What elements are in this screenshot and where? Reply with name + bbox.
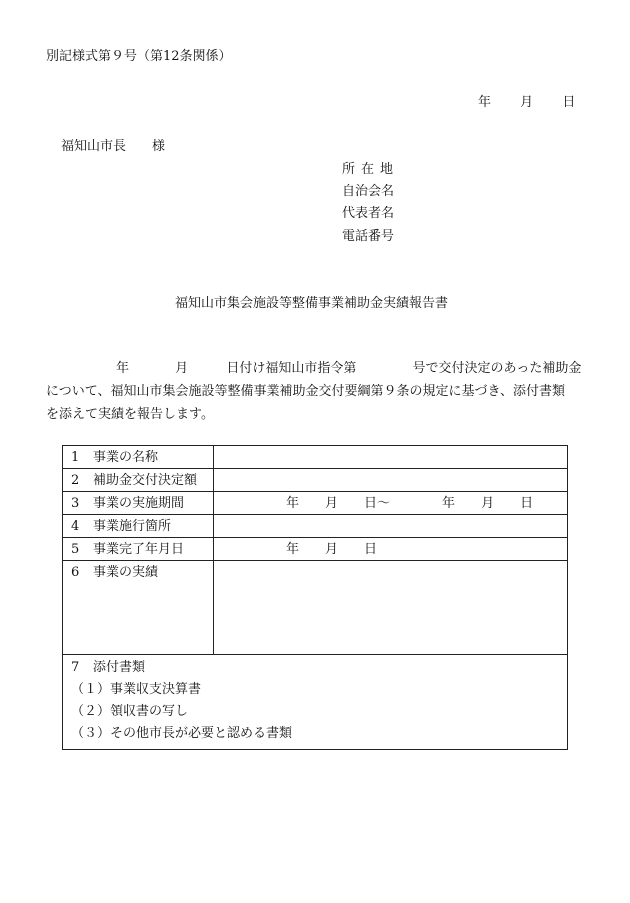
- period-end-month: 月: [481, 495, 495, 511]
- phone-label: 電話番号: [342, 229, 395, 244]
- row-number: 1: [71, 449, 80, 465]
- row-number: 7: [71, 660, 80, 675]
- row-label: [63, 515, 214, 538]
- recipient-honorific: 様: [152, 139, 166, 154]
- row-label-text: 事業の実績: [93, 565, 159, 580]
- table-row: [63, 561, 568, 655]
- completion-year: 年: [286, 541, 300, 557]
- table-row: [63, 655, 568, 750]
- period-start-year: 年: [286, 495, 300, 511]
- table-row: [63, 469, 568, 492]
- row-number: 6: [71, 565, 80, 580]
- form-number: 別記様式第９号（第12条関係）: [46, 49, 232, 64]
- results-field[interactable]: [214, 561, 568, 655]
- table-row: [63, 538, 568, 561]
- body-line-2: について、福知山市集会施設等整備事業補助金交付要綱第９条の規定に基づき、添付書類: [46, 384, 565, 399]
- date-line: [478, 96, 575, 109]
- table-row: [63, 446, 568, 469]
- period-field[interactable]: [214, 492, 568, 515]
- body-line-1: [116, 362, 581, 375]
- row-label: [63, 492, 214, 515]
- row-label-text: 事業の実施期間: [93, 495, 185, 511]
- body-line-3: を添えて実績を報告します。: [46, 407, 214, 422]
- representative-label: 代表者名: [342, 206, 395, 221]
- period-end-day: 日: [520, 495, 534, 511]
- row-label-text: 事業の名称: [93, 449, 159, 465]
- table-row: [63, 515, 568, 538]
- period-end-year: 年: [442, 495, 456, 511]
- completion-day: 日: [364, 541, 378, 557]
- date-month: 月: [520, 95, 534, 110]
- row-label: [63, 469, 214, 492]
- attachments-cell: [63, 655, 568, 750]
- period-start-month: 月: [325, 495, 339, 511]
- row-number: 3: [71, 495, 80, 511]
- table-row: [63, 492, 568, 515]
- grant-amount-field[interactable]: [214, 469, 568, 492]
- row-label: [63, 538, 214, 561]
- address-label: 所在地: [342, 162, 400, 177]
- report-table: [62, 445, 568, 750]
- body-dated-text: 日付け福知山市指令第: [226, 361, 357, 376]
- completion-month: 月: [325, 541, 339, 557]
- attachments-label: 添付書類: [93, 660, 146, 675]
- body-number-suffix: 号で交付決定のあった補助金: [412, 361, 582, 376]
- period-start-day: 日〜: [364, 495, 391, 511]
- row-label: [63, 446, 214, 469]
- location-field[interactable]: [214, 515, 568, 538]
- row-label-text: 事業施行箇所: [93, 518, 172, 534]
- row-label: [63, 561, 214, 655]
- row-label-text: 補助金交付決定額: [93, 472, 198, 488]
- attachments-heading: [71, 661, 559, 683]
- completion-date-field[interactable]: [214, 538, 568, 561]
- attachment-item: （３）その他市長が必要と認める書類: [71, 726, 293, 741]
- row-number: 5: [71, 541, 80, 557]
- document-title: 福知山市集会施設等整備事業補助金実績報告書: [175, 296, 449, 311]
- date-year: 年: [478, 95, 492, 110]
- attachment-item: （２）領収書の写し: [71, 704, 189, 719]
- project-name-field[interactable]: [214, 446, 568, 469]
- row-number: 4: [71, 518, 80, 534]
- body-year: 年: [116, 361, 130, 376]
- recipient-name: 福知山市長: [61, 139, 127, 154]
- row-number: 2: [71, 472, 80, 488]
- row-label-text: 事業完了年月日: [93, 541, 185, 557]
- association-label: 自治会名: [342, 184, 395, 199]
- body-month: 月: [175, 361, 189, 376]
- recipient: [61, 140, 165, 153]
- attachment-item: （１）事業収支決算書: [71, 682, 202, 697]
- date-day: 日: [562, 95, 576, 110]
